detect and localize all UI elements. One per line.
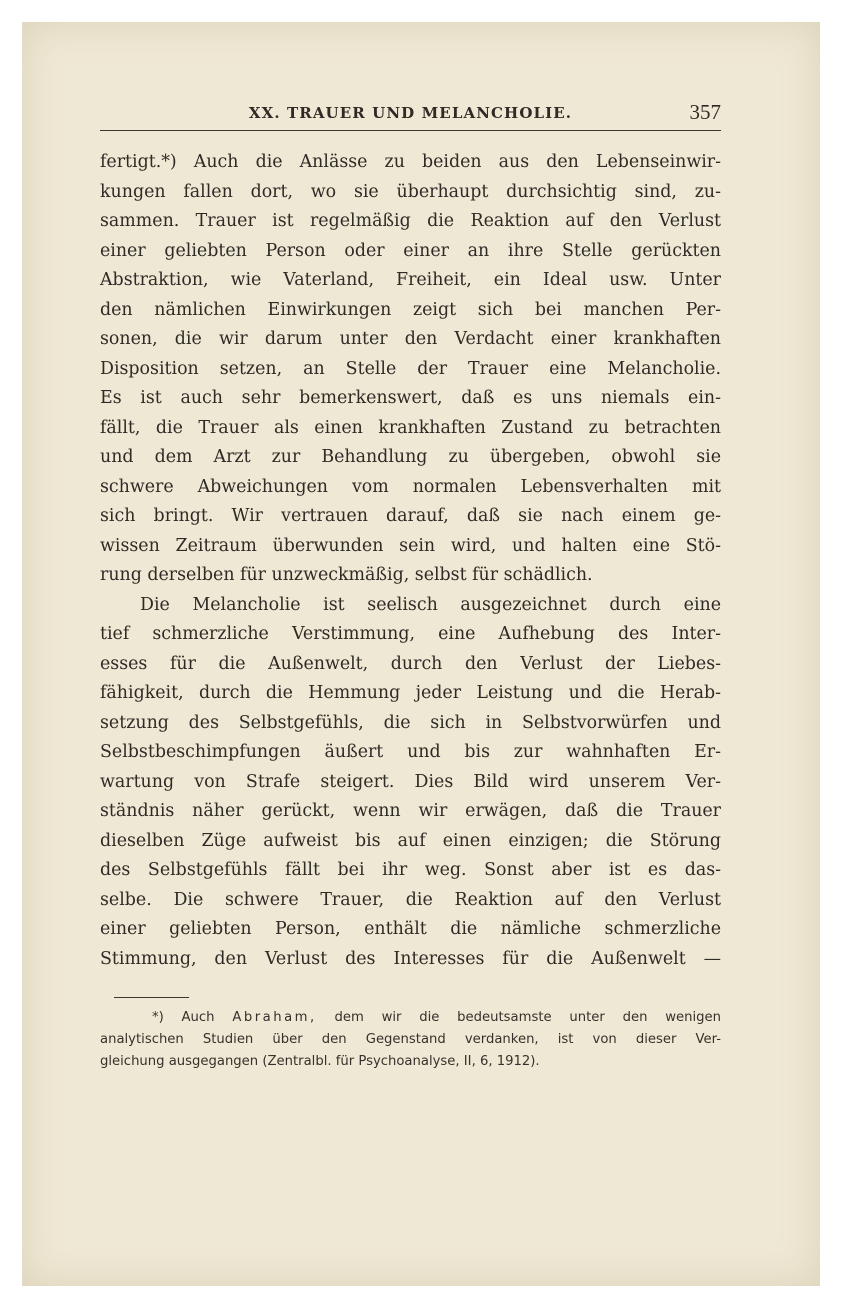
footnote-line xyxy=(100,1007,721,1029)
footnote-divider xyxy=(114,997,189,998)
text-line: Selbstbeschimpfungen äußert und bis zur wahnhaften Er- xyxy=(100,742,721,762)
text-line: einer geliebten Person oder einer an ihre Stelle gerückten xyxy=(100,240,721,261)
footnote xyxy=(100,1007,721,1073)
chapter-title: XX. TRAUER UND MELANCHOLIE. xyxy=(248,104,573,122)
text-line: des Selbstgefühls fällt bei ihr weg. Sonst aber ist es das- xyxy=(100,860,721,880)
footnote-text: dem wir die bedeutsamste unter den wenigen xyxy=(334,1010,722,1025)
text-line: rung derselben für unzweckmäßig, selbst für schädlich. xyxy=(100,565,593,585)
text-line: und dem Arzt zur Behandlung zu übergeben, obwohl sie xyxy=(100,447,721,467)
text-line: esses für die Außenwelt, durch den Verlust der Liebes- xyxy=(100,653,721,674)
text-line: kungen fallen dort, wo sie überhaupt durchsichtig sind, zu- xyxy=(100,181,721,202)
footnote-marker: *) Auch xyxy=(152,1010,215,1025)
text-line: Es ist auch sehr bemerkenswert, daß es uns niemals ein- xyxy=(100,388,721,408)
text-line: fähigkeit, durch die Hemmung jeder Leistung und die Herab- xyxy=(100,683,721,703)
text-line: schwere Abweichungen vom normalen Lebensverhalten mit xyxy=(100,476,721,497)
text-line: selbe. Die schwere Trauer, die Reaktion auf den Verlust xyxy=(100,889,721,910)
running-head xyxy=(100,100,721,131)
footnote-author: Abraham, xyxy=(232,1010,317,1025)
body-text xyxy=(100,148,721,974)
page-number: 357 xyxy=(689,100,721,124)
text-line: sich bringt. Wir vertrauen darauf, daß sie nach einem ge- xyxy=(100,506,721,526)
text-line: fällt, die Trauer als einen krankhaften Zustand zu betrachten xyxy=(100,417,721,438)
paragraph-1 xyxy=(100,148,721,591)
text-line: dieselben Züge aufweist bis auf einen einzigen; die Störung xyxy=(100,830,721,851)
text-line: ständnis näher gerückt, wenn wir erwägen, daß die Trauer xyxy=(100,801,721,821)
paragraph-2 xyxy=(100,591,721,975)
footnote-line: analytischen Studien über den Gegenstand verdanken, ist von dieser Ver- xyxy=(100,1032,721,1047)
text-line: Die Melancholie ist seelisch ausgezeichnet durch eine xyxy=(140,594,721,615)
text-line: Disposition setzen, an Stelle der Trauer eine Melancholie. xyxy=(100,358,721,379)
page-content xyxy=(100,22,724,1122)
text-line: tief schmerzliche Verstimmung, eine Aufhebung des Inter- xyxy=(100,624,721,644)
text-line: sonen, die wir darum unter den Verdacht einer krankhaften xyxy=(100,329,721,349)
text-line: setzung des Selbstgefühls, die sich in Selbstvorwürfen und xyxy=(100,712,721,733)
text-line: fertigt.*) Auch die Anlässe zu beiden aus den Lebenseinwir- xyxy=(100,152,721,172)
text-line: Abstraktion, wie Vaterland, Freiheit, ein Ideal usw. Unter xyxy=(100,270,721,290)
text-line: einer geliebten Person, enthält die nämliche schmerzliche xyxy=(100,919,721,939)
footnote-line: gleichung ausgegangen (Zentralbl. für Psychoanalyse, II, 6, 1912). xyxy=(100,1054,540,1069)
scanned-page xyxy=(22,22,820,1286)
text-line: den nämlichen Einwirkungen zeigt sich bei manchen Per- xyxy=(100,299,721,320)
text-line: wartung von Strafe steigert. Dies Bild wird unserem Ver- xyxy=(100,771,721,792)
text-line: wissen Zeitraum überwunden sein wird, und halten eine Stö- xyxy=(100,535,721,556)
text-line: Stimmung, den Verlust des Interesses für die Außenwelt — xyxy=(100,948,721,969)
text-line: sammen. Trauer ist regelmäßig die Reaktion auf den Verlust xyxy=(100,211,721,231)
